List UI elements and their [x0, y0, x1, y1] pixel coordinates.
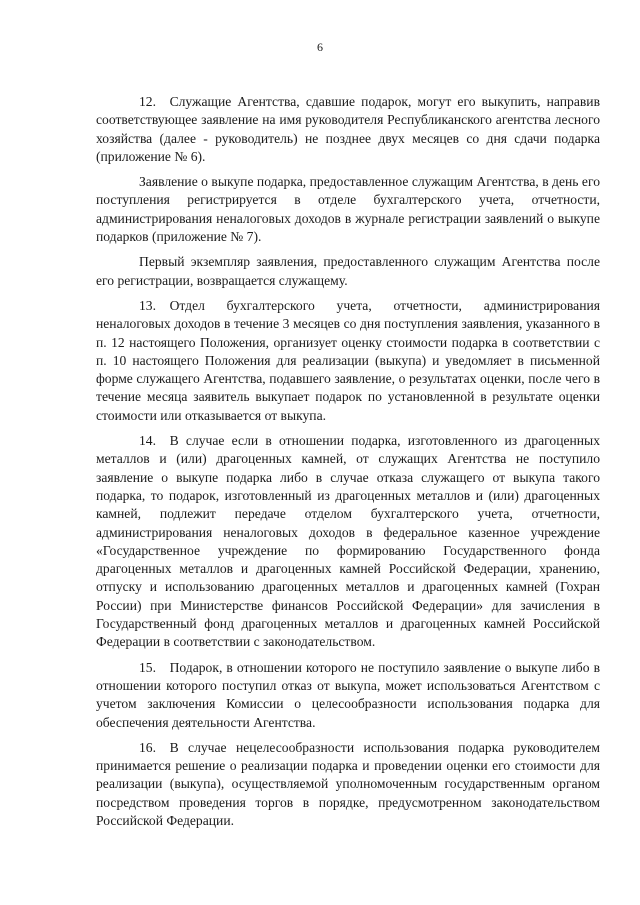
paragraph-14: 14. В случае если в отношении подарка, изготовленного из драгоценных металлов и (или) драгоценных камней, от служащих Агентства не поступило заявление о выкупе подарка либо в случае отказа служащего от выкупа такого подарка, то подарок, изготовленный из драгоценных металлов и (или) драгоценных камней, подлежит передаче отделом бухгалтерского учета, отчетности, администрирования неналоговых доходов в федеральное казенное учреждение «Государственное учреждение по формированию Государственного фонда драгоценных металлов и драгоценных камней Российской Федерации, хранению, отпуску и использованию драгоценных металлов и драгоценных камней (Гохран России) при Министерстве финансов Российской Федерации» для зачисления в Государственный фонд драгоценных металлов и драгоценных камней Российской Федерации в соответствии с законодательством. [96, 433, 600, 650]
page-number: 6 [317, 40, 323, 54]
paragraph-13: 13. Отдел бухгалтерского учета, отчетности, администрирования неналоговых доходов в течение 3 месяцев со дня поступления заявления, указанного в п. 12 настоящего Положения, организует оценку стоимости подарка в соответствии с п. 10 настоящего Положения для реализации (выкупа) и уведомляет в письменной форме служащего Агентства, подавшего заявление, о результатах оценки, после чего в течение месяца заявитель выкупает подарок по установленной в результате оценки стоимости или отказывается от выкупа. [96, 297, 600, 423]
paragraph-15: 15. Подарок, в отношении которого не поступило заявление о выкупе либо в отношении которого поступил отказ от выкупа, может использоваться Агентством с учетом заключения Комиссии о целесообразности использования подарка для обеспечения деятельности Агентства. [96, 659, 600, 730]
paragraph-16: 16. В случае нецелесообразности использования подарка руководителем принимается решение о реализации подарка и проведении оценки его стоимости для реализации (выкупа), осуществляемой уполномоченным государственным органом посредством проведения торгов в порядке, предусмотренном законодательством Российской Федерации. [96, 739, 600, 828]
paragraph-12: 12. Служащие Агентства, сдавшие подарок, могут его выкупить, направив соответствующее заявление на имя руководителя Республиканского агентства лесного хозяйства (далее - руководитель) не позднее двух месяцев со дня сдачи подарка (приложение № 6). [96, 94, 600, 164]
document-body [96, 93, 600, 837]
paragraph-12-registration: Заявление о выкупе подарка, предоставленное служащим Агентства, в день его поступления регистрируется в отделе бухгалтерского учета, отчетности, администрирования неналоговых доходов в журнале регистрации заявлений о выкупе подарков (приложение № 7). [96, 174, 600, 245]
paragraph-12-return: Первый экземпляр заявления, предоставленного служащим Агентства после его регистрации, возвращается служащему. [96, 254, 600, 288]
